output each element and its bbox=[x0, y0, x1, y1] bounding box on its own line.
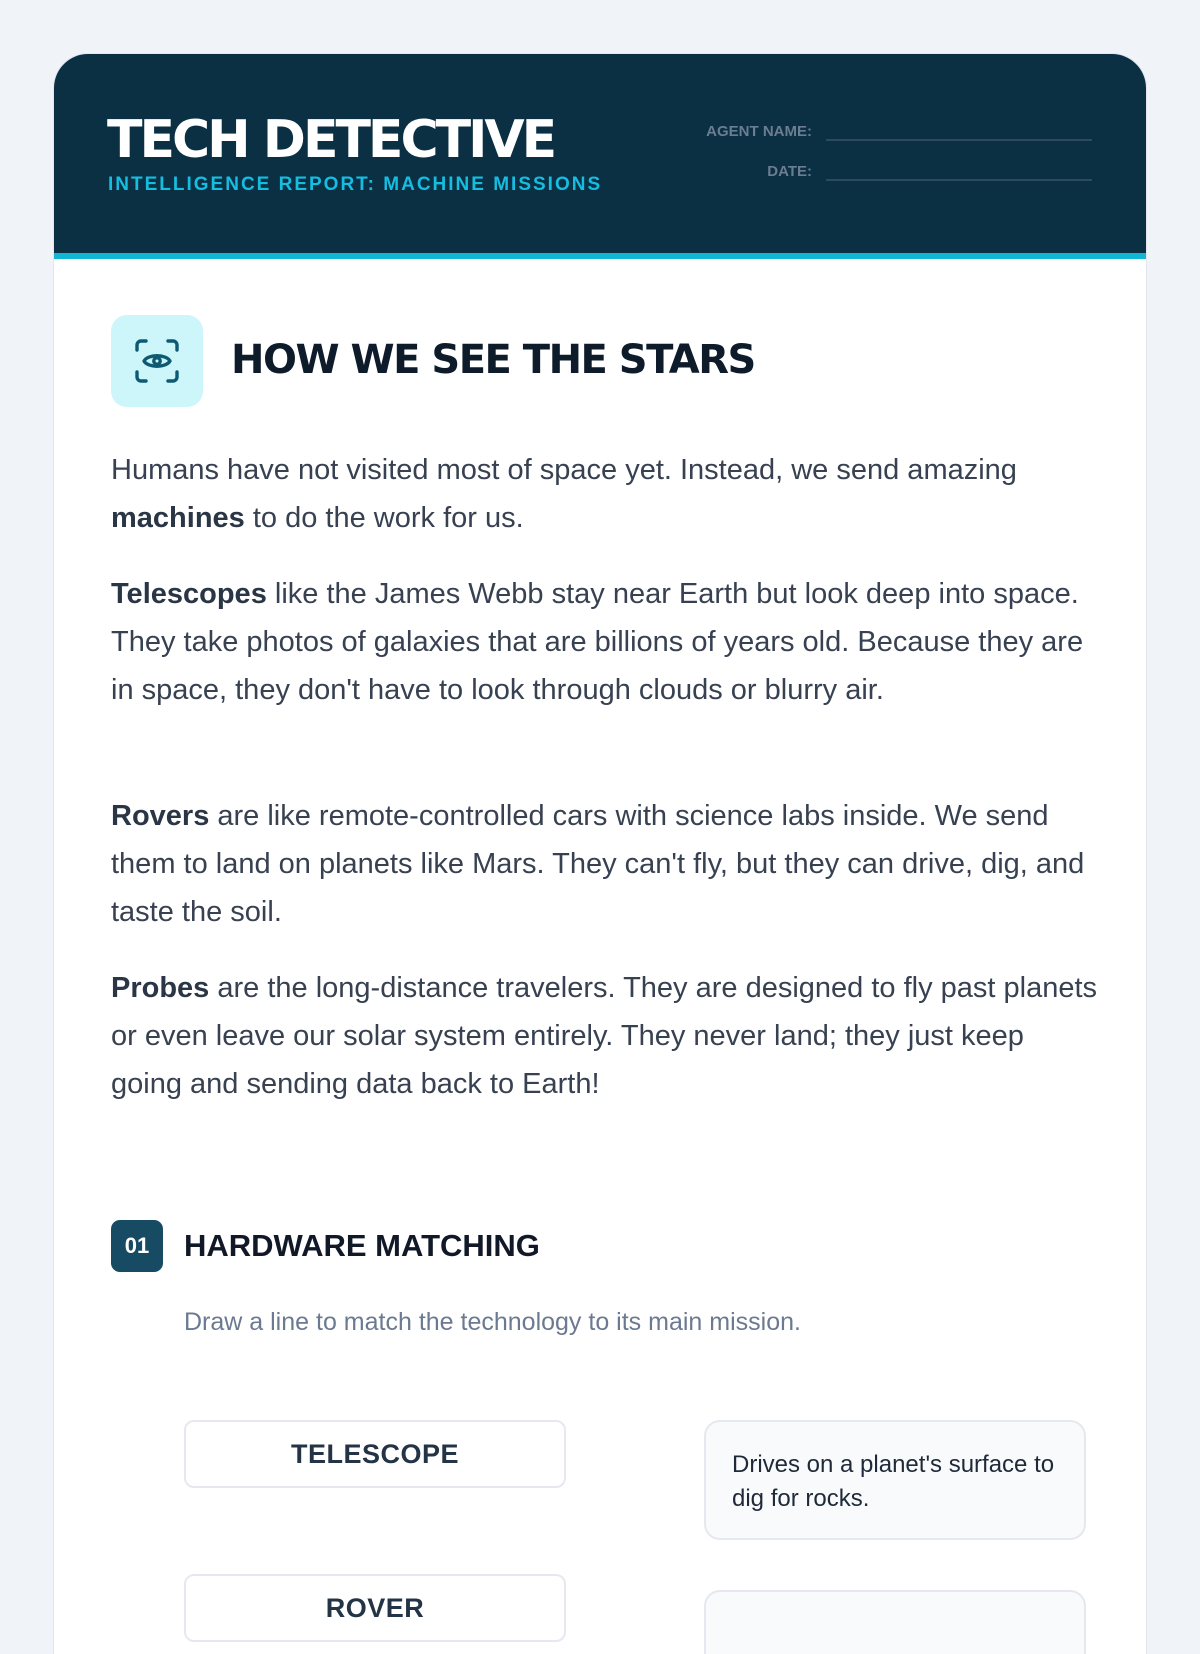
rovers-keyword: Rovers bbox=[111, 800, 210, 832]
intro-text-end: to do the work for us. bbox=[244, 502, 524, 534]
date-line[interactable] bbox=[826, 162, 1092, 181]
activity-number-badge: 01 bbox=[111, 1220, 163, 1272]
activity-title: HARDWARE MATCHING bbox=[184, 1228, 540, 1263]
telescopes-text: like the James Webb stay near Earth but look deep into space. They take photos of galaxies that are billions of years old. Because they are in space, they don't have to look through clouds or blurry air. bbox=[111, 578, 1084, 706]
rovers-text: are like remote-controlled cars with science labs inside. We send them to land on planets like Mars. They can't fly, but they can drive, dig, and taste the soil. bbox=[111, 800, 1085, 928]
match-definition-rover[interactable]: Drives on a planet's surface to dig for rocks. bbox=[704, 1420, 1086, 1540]
section-title: HOW WE SEE THE STARS bbox=[231, 337, 755, 383]
worksheet-card bbox=[54, 54, 1146, 1654]
rovers-paragraph bbox=[111, 792, 1101, 936]
telescopes-paragraph bbox=[111, 570, 1101, 714]
agent-name-line[interactable] bbox=[826, 122, 1092, 141]
agent-name-field bbox=[652, 122, 1092, 141]
match-item-rover[interactable]: ROVER bbox=[184, 1574, 566, 1642]
intro-paragraph bbox=[111, 446, 1101, 542]
date-field bbox=[652, 162, 1092, 181]
telescopes-keyword: Telescopes bbox=[111, 578, 267, 610]
probes-keyword: Probes bbox=[111, 972, 210, 1004]
eye-scan-icon bbox=[111, 315, 203, 407]
probes-paragraph bbox=[111, 964, 1101, 1108]
date-label: DATE: bbox=[767, 163, 812, 180]
worksheet-subtitle: INTELLIGENCE REPORT: MACHINE MISSIONS bbox=[108, 174, 603, 195]
activity-instruction: Draw a line to match the technology to its main mission. bbox=[184, 1308, 801, 1336]
match-item-telescope[interactable]: TELESCOPE bbox=[184, 1420, 566, 1488]
probes-text: are the long-distance travelers. They are designed to fly past planets or even leave our solar system entirely. They never land; they just keep going and sending data back to Earth! bbox=[111, 972, 1098, 1100]
intro-text-start: Humans have not visited most of space yet. Instead, we send amazing bbox=[111, 454, 1017, 486]
agent-name-label: AGENT NAME: bbox=[706, 123, 812, 140]
worksheet-title: TECH DETECTIVE bbox=[107, 110, 555, 170]
machines-keyword: machines bbox=[111, 502, 245, 534]
worksheet-header bbox=[54, 54, 1146, 259]
